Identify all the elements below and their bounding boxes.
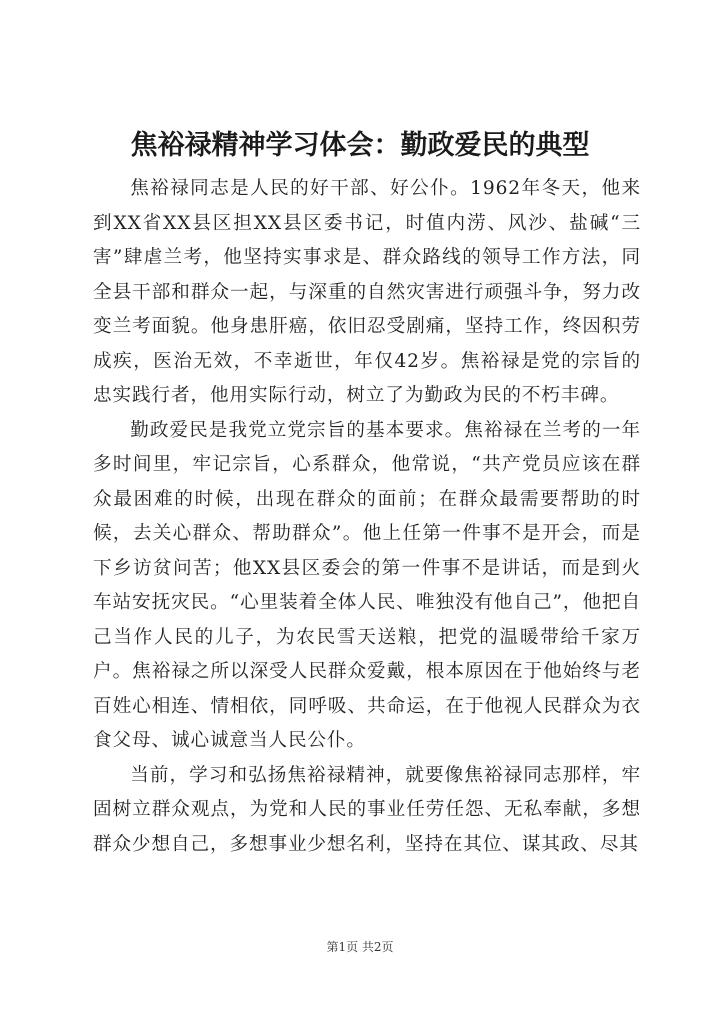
page-footer xyxy=(0,938,720,956)
page-total: 共2页 xyxy=(361,940,394,954)
paragraph-1: 焦裕禄同志是人民的好干部、好公仆。1962年冬天，他来到XX省XX县区担XX县区委书记，时值内涝、风沙、盐碱“三害”肆虐兰考，他坚持实事求是、群众路线的领导工作方法，同全县干部和群众一起，与深重的自然灾害进行顽强斗争，努力改变兰考面貌。他身患肝癌，依旧忍受剧痛，坚持工作，终因积劳成疾，医治无效，不幸逝世，年仅42岁。焦裕禄是党的宗旨的忠实践行者，他用实际行动，树立了为勤政为民的不朽丰碑。 xyxy=(93,178,641,406)
document-title: 焦裕禄精神学习体会：勤政爱民的典型 xyxy=(130,130,590,161)
paragraph-2: 勤政爱民是我党立党宗旨的基本要求。焦裕禄在兰考的一年多时间里，牢记宗旨，心系群众，他常说，“共产党员应该在群众最困难的时候，出现在群众的面前；在群众最需要帮助的时候，去关心群众、帮助群众”。他上任第一件事不是开会，而是下乡访贫问苦；他XX县区委会的第一件事不是讲话，而是到火车站安抚灾民。“心里装着全体人民、唯独没有他自己”，他把自己当作人民的儿子，为农民雪天送粮，把党的温暖带给千家万户。焦裕禄之所以深受人民群众爱戴，根本原因在于他始终与老百姓心相连、情相依，同呼吸、共命运，在于他视人民群众为衣食父母、诚心诚意当人民公仆。 xyxy=(93,419,641,751)
page-number: 第1页 xyxy=(326,940,359,954)
document-body xyxy=(93,172,641,862)
paragraph-3: 当前，学习和弘扬焦裕禄精神，就要像焦裕禄同志那样，牢固树立群众观点，为党和人民的事业任劳任怨、无私奉献，多想群众少想自己，多想事业少想名利，坚持在其位、谋其政、尽其 xyxy=(93,764,641,855)
